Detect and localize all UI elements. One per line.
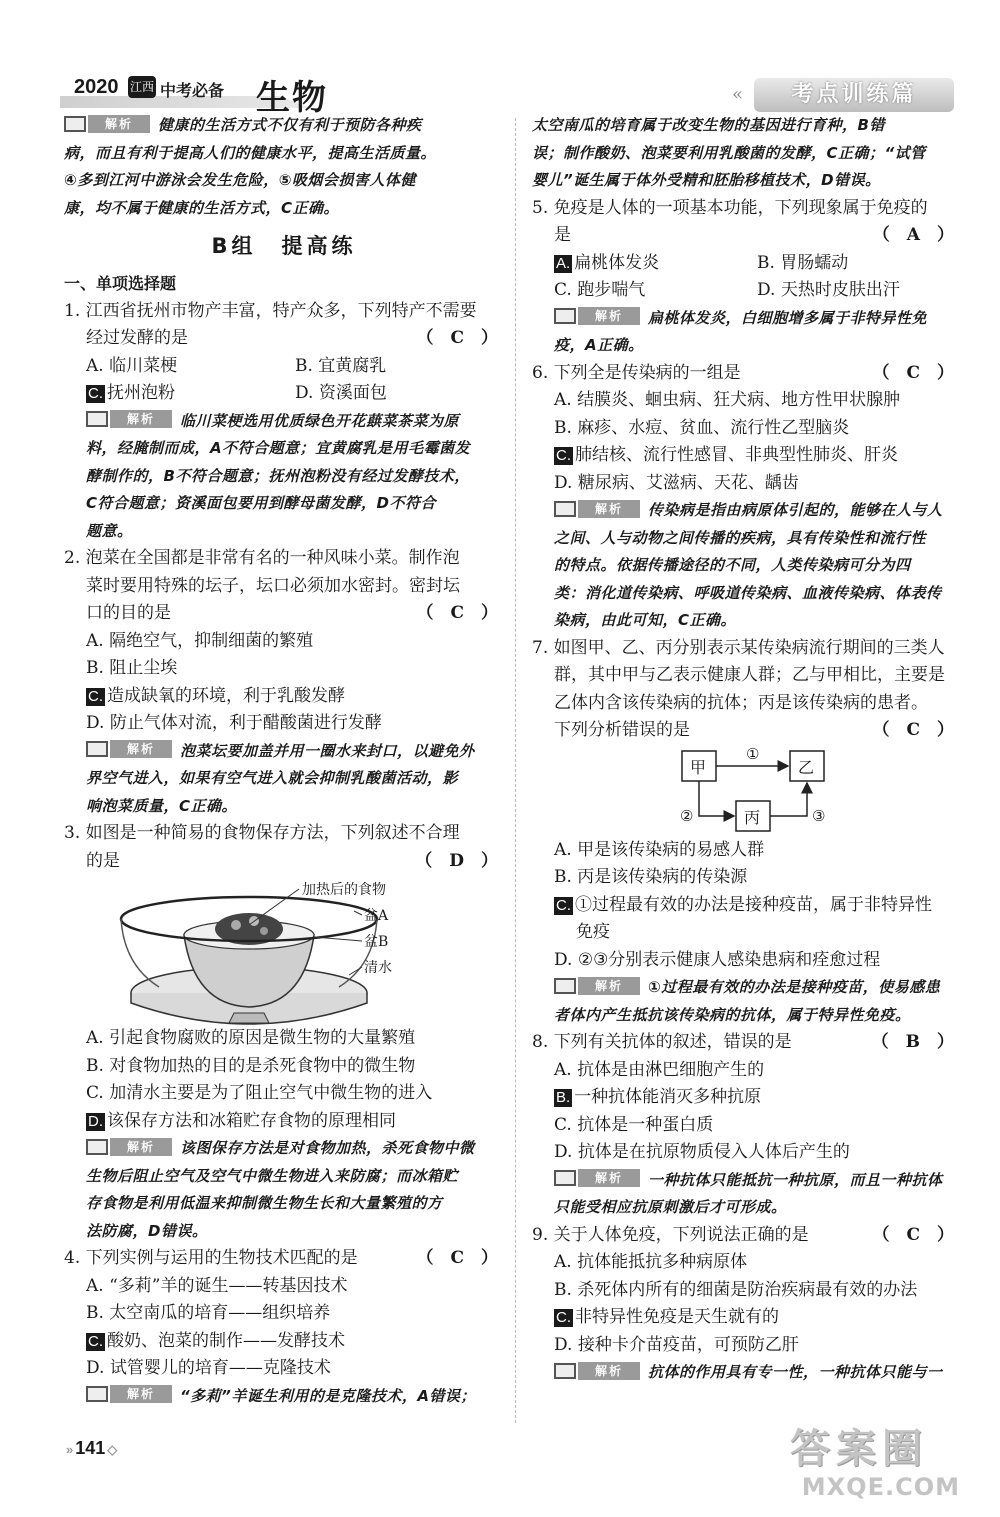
option-b-correct: B. 一种抗体能消灭多种抗原 [556, 1087, 762, 1107]
section-subheading: 一、单项选择题 [64, 274, 177, 293]
arrow-label-1: ① [746, 744, 760, 763]
figure-label-water: 清水 [364, 960, 392, 976]
option-a: A. 临川菜梗 [86, 355, 178, 376]
question-4 [64, 1245, 504, 1410]
figure-label-food: 加热后的食物 [302, 882, 386, 898]
explanation-line: 的特点。依据传播途径的不同，人类传染病可分为四 [554, 556, 911, 574]
question-stem: 7. 如图甲、乙、丙分别表示某传染病流行期间的三类人 [532, 637, 945, 658]
explanation-tag-icon: 解析 [86, 740, 174, 758]
option-b: B. 宜黄腐乳 [295, 355, 387, 376]
answer-bracket: （ C ） [872, 362, 954, 383]
question-stem: 6. 下列全是传染病的一组是 [532, 362, 741, 383]
correct-mark: C. [88, 687, 103, 705]
explanation-line: “多莉”羊诞生利用的是克隆技术，A错误； [180, 1386, 476, 1405]
explanation-tag-icon: 解析 [554, 977, 642, 995]
header-province-badge: 江西 [128, 76, 156, 98]
option-c-continued: 免疫 [576, 922, 610, 942]
header-year: 2020 [74, 76, 119, 98]
answer-bracket: （ C ） [872, 720, 954, 740]
question-2 [64, 545, 504, 820]
question-stem: 是 [554, 225, 571, 245]
explanation-line: 太空南瓜的培育属于改变生物的基因进行育种，B错 [532, 116, 885, 134]
correct-mark: A. [556, 254, 571, 272]
lead-explanation [64, 112, 504, 222]
option-c-correct: C. 造成缺氧的环境，利于乳酸发酵 [88, 685, 345, 706]
header-book-title: 中考必备 [160, 83, 225, 100]
page-number-decoration-icon: » [66, 1442, 74, 1457]
explanation-line: 酵制作的，B不符合题意；抚州泡粉没有经过发酵技术， [86, 466, 470, 485]
option-a: A. 结膜炎、蛔虫病、狂犬病、地方性甲状腺肿 [554, 390, 901, 410]
option-d: D. 糖尿病、艾滋病、天花、龋齿 [554, 472, 799, 493]
question-stem: 口的目的是 [86, 603, 171, 623]
question-6 [532, 360, 960, 635]
explanation-line: 法防腐，D错误。 [86, 1221, 208, 1240]
header-arrows-icon: « [732, 84, 740, 105]
option-d: D. 天热时皮肤出汗 [757, 280, 900, 300]
header-subject: 生物 [256, 78, 328, 118]
option-b: B. 对食物加热的目的是杀死食物中的微生物 [86, 1055, 416, 1076]
explanation-line: 泡菜坛要加盖并用一圈水来封口，以避免外 [180, 741, 475, 760]
answer-bracket: （ D ） [415, 850, 498, 871]
option-c: C. 加清水主要是为了阻止空气中微生物的进入 [86, 1083, 433, 1103]
explanation-line: 界空气进入，如果有空气进入就会抑制乳酸菌活动，影 [86, 769, 459, 787]
watermark-text: 答案圈 [790, 1426, 928, 1472]
option-c-correct: C. 抚州泡粉 [88, 383, 175, 403]
question-stem: 群，其中甲与乙表示健康人群；乙与甲相比，主要是 [554, 665, 945, 685]
explanation-line: 健康的生活方式不仅有利于预防各种疾 [158, 116, 422, 134]
explanation-tag-icon: 解析 [554, 1362, 642, 1380]
question-stem: 经过发酵的是 [86, 328, 188, 348]
explanation-line: 扁桃体发炎，白细胞增多属于非特异性免 [648, 308, 928, 327]
option-a: A. 引起食物腐败的原因是微生物的大量繁殖 [86, 1028, 416, 1048]
option-b: B. 太空南瓜的培育——组织培养 [86, 1303, 331, 1323]
option-a: A. 隔绝空气，抑制细菌的繁殖 [86, 630, 314, 651]
explanation-line: 生物后阻止空气及空气中微生物进入来防腐；而冰箱贮 [86, 1166, 459, 1185]
explanation-line: 染病，由此可知，C正确。 [554, 611, 737, 629]
explanation-line: C符合题意；资溪面包要用到酵母菌发酵，D不符合 [86, 494, 436, 512]
explanation-line: 料，经腌制而成，A不符合题意；宜黄腐乳是用毛霉菌发 [86, 439, 471, 457]
transmission-flow-figure [532, 745, 960, 837]
left-column [64, 112, 504, 1410]
option-b: B. 麻疹、水痘、贫血、流行性乙型脑炎 [554, 417, 850, 438]
option-b: B. 杀死体内所有的细菌是防治疾病最有效的办法 [554, 1279, 918, 1300]
question-stem: 菜时要用特殊的坛子，坛口必须加水密封。密封坛 [86, 575, 460, 596]
figure-label-basin-a: 盆A [364, 908, 389, 924]
food-storage-figure [64, 875, 504, 1025]
correct-mark: C. [88, 1332, 103, 1350]
option-a: A. 抗体是由淋巴细胞产生的 [554, 1059, 765, 1080]
question-stem: 的是 [86, 850, 120, 871]
option-d: D. 防止气体对流，利于醋酸菌进行发酵 [86, 713, 382, 733]
arrow-label-2: ② [680, 806, 694, 825]
explanation-line: 疫，A正确。 [554, 336, 644, 354]
node-jia: 甲 [690, 757, 707, 777]
header-section-tab: 考点训练篇 [754, 78, 954, 112]
question-stem: 乙体内含该传染病的抗体；丙是该传染病的患者。 [554, 692, 928, 713]
question-7 [532, 635, 960, 1030]
page-number: » 141 ◇ [66, 1438, 118, 1458]
arrow-label-3: ③ [812, 806, 826, 825]
node-bing: 丙 [744, 807, 761, 827]
figure-label-basin-b: 盆B [364, 934, 389, 950]
watermark-logo [790, 1425, 970, 1507]
option-b: B. 阻止尘埃 [86, 658, 178, 678]
question-stem: 5. 免疫是人体的一项基本功能，下列现象属于免疫的 [532, 197, 928, 218]
question-stem: 1. 江西省抚州市物产丰富，特产众多，下列特产不需要 [64, 300, 477, 321]
column-divider [515, 118, 516, 1423]
explanation-line: 抗体的作用具有专一性，一种抗体只能与一 [648, 1363, 943, 1381]
question-stem: 8. 下列有关抗体的叙述，错误的是 [532, 1032, 792, 1052]
option-a-correct: A. 扁桃体发炎 [556, 252, 660, 273]
option-c: C. 跑步喘气 [554, 280, 646, 300]
answer-bracket: （ C ） [416, 1248, 498, 1268]
explanation-line: 传染病是指由病原体引起的，能够在人与人 [648, 501, 943, 519]
explanation-line: 响泡菜质量，C正确。 [86, 796, 238, 815]
explanation-line: 婴儿”诞生属于体外受精和胚胎移植技术，D错误。 [532, 171, 881, 189]
explanation-line: 存食物是利用低温来抑制微生物生长和大量繁殖的方 [86, 1194, 443, 1212]
correct-mark: D. [88, 1112, 103, 1130]
option-a: A. 抗体能抵抗多种病原体 [554, 1252, 748, 1272]
explanation-line: 类：消化道传染病、呼吸道传染病、血液传染病、体表传 [554, 583, 942, 602]
option-a: A. “多莉”羊的诞生——转基因技术 [86, 1275, 348, 1296]
correct-mark: B. [556, 1089, 571, 1106]
option-d: D. 抗体是在抗原物质侵入人体后产生的 [554, 1142, 850, 1162]
option-d: D. 接种卡介苗疫苗，可预防乙肝 [554, 1334, 799, 1355]
option-a: A. 甲是该传染病的易感人群 [554, 839, 765, 860]
explanation-line: ④多到江河中游泳会发生危险，⑤吸烟会损害人体健 [64, 171, 416, 189]
explanation-line: 误；制作酸奶、泡菜要利用乳酸菌的发酵，C正确；“试管 [532, 143, 926, 162]
explanation-line: 者体内产生抵抗该传染病的抗体，属于特异性免疫。 [554, 1005, 911, 1024]
explanation-tag-icon: 解析 [86, 410, 174, 428]
explanation-line: 只能受相应抗原刺激后才可形成。 [554, 1198, 787, 1216]
answer-bracket: （ C ） [416, 603, 498, 623]
answer-bracket: （ B ） [871, 1032, 954, 1052]
explanation-tag-icon: 解析 [64, 115, 152, 133]
question-stem: 4. 下列实例与运用的生物技术匹配的是 [64, 1248, 358, 1268]
option-d: D. 资溪面包 [295, 383, 387, 403]
watermark-url: MXQE.COM [801, 1473, 960, 1501]
page-number-decoration-icon: ◇ [107, 1442, 118, 1457]
question-9 [532, 1222, 960, 1387]
option-d: D. ②③分别表示健康人感染患病和痊愈过程 [554, 949, 881, 970]
option-c-correct: C. 非特异性免疫是天生就有的 [556, 1307, 779, 1327]
explanation-line: 康，均不属于健康的生活方式，C正确。 [64, 198, 340, 217]
explanation-tag-icon: 解析 [554, 500, 642, 518]
correct-mark: C. [556, 896, 571, 914]
correct-mark: C. [556, 447, 571, 464]
question-5 [532, 195, 960, 360]
answer-bracket: （ C ） [872, 1224, 954, 1245]
option-c-correct: C. 酸奶、泡菜的制作——发酵技术 [88, 1330, 345, 1351]
option-b: B. 胃肠蠕动 [757, 252, 849, 273]
explanation-tag-icon: 解析 [86, 1138, 174, 1156]
question-8 [532, 1029, 960, 1222]
explanation-tag-icon: 解析 [86, 1385, 174, 1403]
section-title: B组 提高练 [211, 234, 357, 258]
explanation-line: ①过程最有效的办法是接种疫苗，使易感患 [648, 978, 941, 996]
question-3 [64, 820, 504, 1245]
option-b: B. 丙是该传染病的传染源 [554, 867, 748, 887]
explanation-tag-icon: 解析 [554, 1169, 642, 1187]
option-d: D. 试管婴儿的培育——克隆技术 [86, 1358, 331, 1378]
option-d-correct: D. 该保存方法和冰箱贮存食物的原理相同 [88, 1110, 396, 1131]
explanation-line: 之间、人与动物之间传播的疾病，具有传染性和流行性 [554, 528, 927, 547]
node-yi: 乙 [798, 757, 815, 777]
question-stem: 2. 泡菜在全国都是非常有名的一种风味小菜。制作泡 [64, 548, 460, 568]
option-c-correct: C. 肺结核、流行性感冒、非典型性肺炎、肝炎 [556, 445, 898, 465]
explanation-tag-icon: 解析 [554, 307, 642, 325]
option-c: C. 抗体是一种蛋白质 [554, 1114, 714, 1135]
explanation-line: 题意。 [86, 521, 133, 540]
correct-mark: C. [556, 1309, 571, 1326]
explanation-line: 该图保存方法是对食物加热，杀死食物中微 [180, 1139, 475, 1157]
bowl-diagram [64, 875, 504, 1025]
question-stem: 9. 关于人体免疫，下列说法正确的是 [532, 1224, 809, 1245]
answer-bracket: （ A ） [872, 225, 954, 245]
right-column [532, 112, 960, 1387]
question-1 [64, 298, 504, 546]
explanation-line: 临川菜梗选用优质绿色开花蕻菜茶菜为原 [180, 411, 460, 430]
option-c-correct: C. ①过程最有效的办法是接种疫苗，属于非特异性 [556, 894, 932, 915]
question-stem: 下列分析错误的是 [554, 720, 690, 740]
correct-mark: C. [88, 385, 103, 402]
explanation-line: 一种抗体只能抵抗一种抗原，而且一种抗体 [648, 1170, 943, 1189]
question-stem: 3. 如图是一种简易的食物保存方法，下列叙述不合理 [64, 823, 460, 843]
explanation-line: 病，而且有利于提高人们的健康水平，提高生活质量。 [64, 143, 437, 162]
answer-bracket: （ C ） [416, 328, 498, 348]
